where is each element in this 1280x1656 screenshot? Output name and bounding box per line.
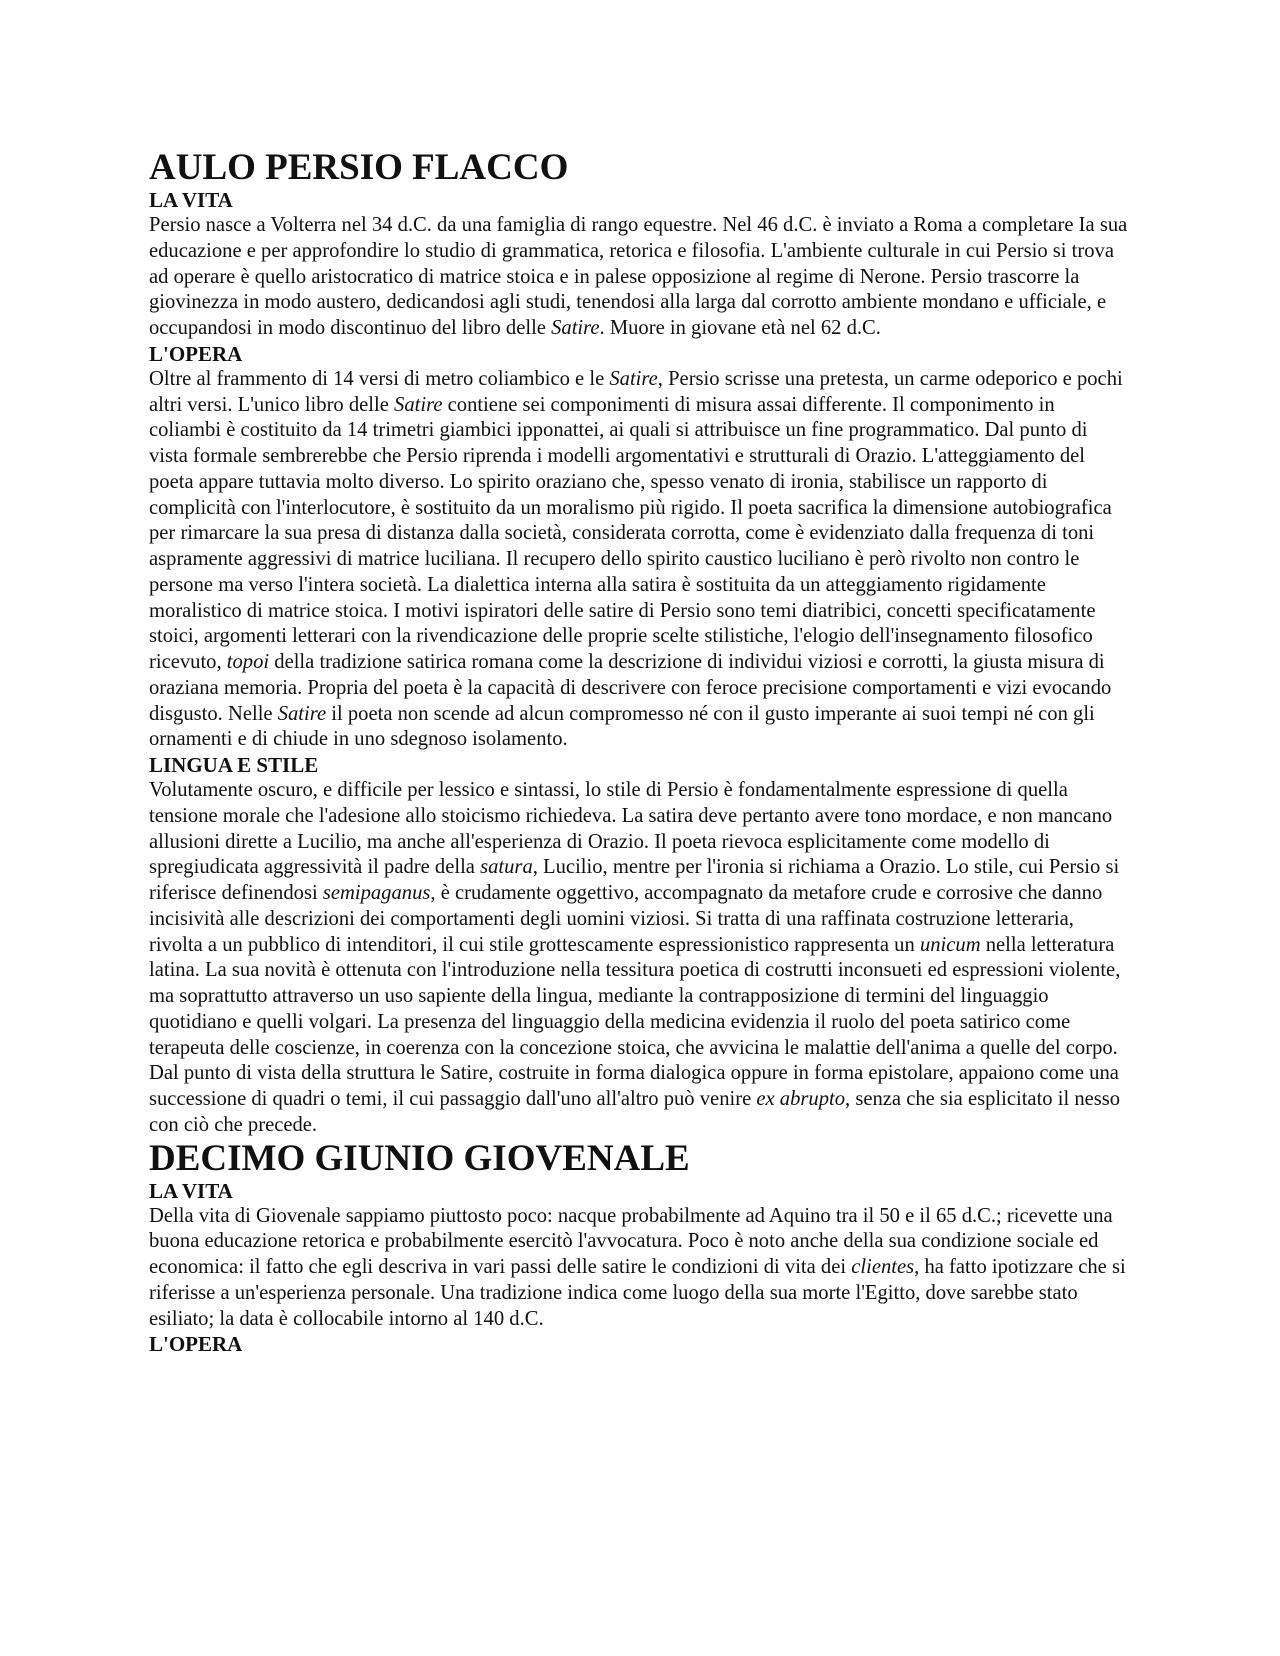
heading-persio-opera: L'OPERA [149, 341, 243, 366]
paragraph-persio-opera: Oltre al frammento di 14 versi di metro coliambico e le Satire, Persio scrisse una pretesta, un carme odeporico e pochi altri versi. L'unico libro delle Satire contiene sei componimenti di misura assai differente. Il componimento in coliambi è costituito da 14 trimetri giambici ipponattei, ai quali si attribuisce un fine programmatico. Dal punto di vista formale sembrerebbe che Persio riprenda i modelli argomentativi e strutturali di Orazio. L'atteggiamento del poeta appare tuttavia molto diverso. Lo spirito oraziano che, spesso venato di ironia, stabilisce un rapporto di complicità con l'interlocutore, è sostituito da un moralismo più rigido. Il poeta sacrifica la dimensione autobiografica per rimarcare la sua presa di distanza dalla società, considerata corrotta, come è evidenziato dalla frequenza di toni aspramente aggressivi di matrice luciliana. Il recupero dello spirito caustico luciliano è però rivolto non contro le persone ma verso l'intera società. La dialettica interna alla satira è sostituita da un atteggiamento rigidamente moralistico di matrice stoica. I motivi ispiratori delle satire di Persio sono temi diatribici, concetti specificatamente stoici, argomenti letterari con la rivendicazione delle proprie scelte stilistiche, l'elogio dell'insegnamento filosofico ricevuto, topoi della tradizione satirica romana come la descrizione di individui viziosi e corrotti, la giusta misura di oraziana memoria. Propria del poeta è la capacità di descrivere con feroce precisione comportamenti e vizi evocando disgusto. Nelle Satire il poeta non scende ad alcun compromesso né con il gusto imperante ai suoi tempi né con gli ornamenti e di chiude in uno sdegnoso isolamento. [149, 367, 1123, 751]
heading-persio-vita: LA VITA [149, 188, 233, 212]
document-page [149, 148, 1129, 1357]
heading-giovenale-opera: L'OPERA [149, 1332, 243, 1357]
paragraph-persio-lingua-stile: Volutamente oscuro, e difficile per lessico e sintassi, lo stile di Persio è fondamentalmente espressione di quella tensione morale che l'adesione allo stoicismo richiedeva. La satira deve pertanto avere tono mordace, e non mancano allusioni dirette a Lucilio, ma anche all'esperienza di Orazio. Il poeta rievoca esplicitamente come modello di spregiudicata aggressività il padre della satura, Lucilio, mentre per l'ironia si richiama a Orazio. Lo stile, cui Persio si riferisce definendosi semipaganus, è crudamente oggettivo, accompagnato da metafore crude e corrosive che danno incisività alle descrizioni dei comportamenti degli uomini viziosi. Si tratta di una raffinata costruzione letteraria, rivolta a un pubblico di intenditori, il cui stile grottescamente espressionistico rappresenta un unicum nella letteratura latina. La sua novità è ottenuta con l'introduzione nella tessitura poetica di costrutti inconsueti ed espressioni violente, ma soprattutto attraverso un uso sapiente della lingua, mediante la contrapposizione di termini del linguaggio quotidiano e quelli volgari. La presenza del linguaggio della medicina evidenzia il ruolo del poeta satirico come terapeuta delle coscienze, in coerenza con la concezione stoica, che avvicina le malattie dell'anima a quelle del corpo. Dal punto di vista della struttura le Satire, costruite in forma dialogica oppure in forma epistolare, appaiono come una successione di quadri o temi, il cui passaggio dall'uno all'altro può venire ex abrupto, senza che sia esplicitato il nesso con ciò che precede. [149, 779, 1121, 1136]
paragraph-persio-vita: Persio nasce a Volterra nel 34 d.C. da una famiglia di rango equestre. Nel 46 d.C. è inviato a Roma a completare Ia sua educazione e per approfondire lo studio di grammatica, retorica e filosofia. L'ambiente culturale in cui Persio si trova ad operare è quello aristocratico di matrice stoica e in palese opposizione al regime di Nerone. Persio trascorre la giovinezza in modo austero, dedicandosi agli studi, tenendosi alla larga dal corrotto ambiente mondano e ufficiale, e occupandosi in modo discontinuo del libro delle Satire. Muore in giovane età nel 62 d.C. [149, 214, 1128, 339]
section-title-giovenale: DECIMO GIUNIO GIOVENALE [149, 1137, 690, 1179]
heading-persio-lingua-stile: LINGUA E STILE [149, 753, 319, 777]
heading-giovenale-vita: LA VITA [149, 1178, 233, 1203]
section-title-persio: AULO PERSIO FLACCO [149, 147, 569, 188]
paragraph-giovenale-vita: Della vita di Giovenale sappiamo piuttosto poco: nacque probabilmente ad Aquino tra il 50 e il 65 d.C.; ricevette una buona educazione retorica e probabilmente esercitò l'avvocatura. Poco è noto anche della sua condizione sociale ed economica: il fatto che egli descriva in vari passi delle satire le condizioni di vita dei clientes, ha fatto ipotizzare che si riferisse a un'esperienza personale. Una tradizione indica come luogo della sua morte l'Egitto, dove sarebbe stato esiliato; la data è collocabile intorno al 140 d.C. [149, 1204, 1126, 1330]
